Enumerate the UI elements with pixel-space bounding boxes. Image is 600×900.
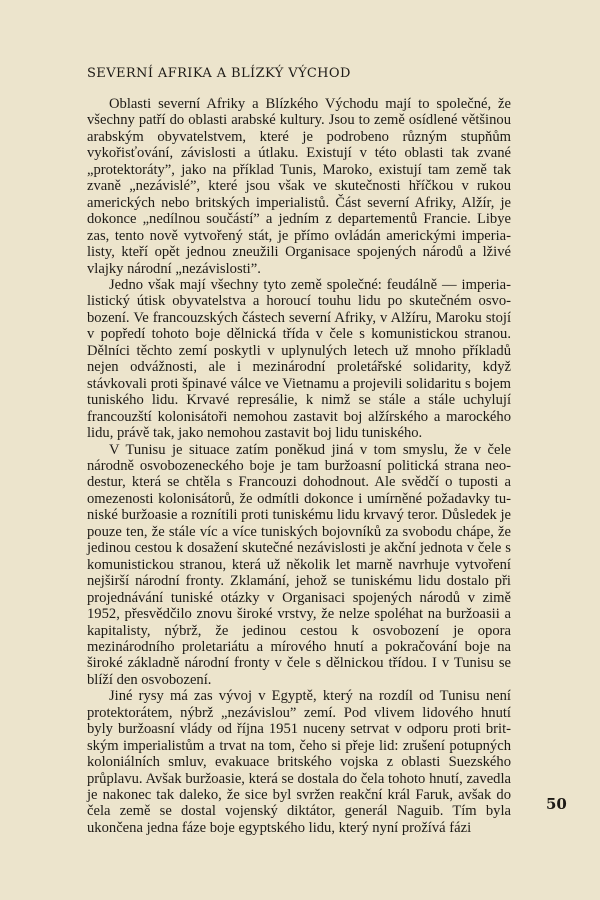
section-heading: SEVERNÍ AFRIKA A BLÍZKÝ VÝCHOD xyxy=(87,66,351,81)
page-number: 50 xyxy=(546,795,567,813)
paragraph: Jiné rysy má zas vývoj v Egyptě, který na rozdíl od Tunisu není protektorátem, nýbrž „nezávislou” zemí. Pod vlivem lidového hnutí byly buržoasní vlády od října 1951 nuceny setrvat v odporu proti britským imperialistům a trvat na tom, čeho si přeje lid: zrušení potupných koloniálních smluv, evakuace britského vojska z oblasti Suezského průplavu. Avšak buržoasie, která se dostala do čela tohoto hnutí, zavedla je nakonec tak daleko, že sice byl svržen reakční král Faruk, avšak do čela země se dostal vojenský diktátor, generál Naguib. Tím byla ukončena jedna fáze boje egyptského lidu, který nyní prožívá fázi xyxy=(87,688,511,836)
paragraph: V Tunisu je situace zatím poněkud jiná v tom smyslu, že v čele národně osvobozeneckého boje je tam buržoasní politická strana neodestur, která se chtěla s Francouzi dohodnout. Ale svědčí o tuposti a omezenosti kolonisátorů, že odmítli dokonce i umírněné požadavky tuniské buržoasie a roznítili proti tuniskému lidu krvavý teror. Důsledek je pouze ten, že stále víc a více tuniských bojovníků za svobodu chápe, že jedinou cestou k dosažení skutečné nezávislosti je akční jednota v čele s komunistickou stranou, která už několik let marně navrhuje vytvoření nejširší národní fronty. Zklamání, jehož se tuniskému lidu dostalo při projednávání tuniské otázky v Organisaci spojených národů v zimě 1952, přesvědčilo znovu široké vrstvy, že nelze spoléhat na buržoasii a kapitalisty, nýbrž, že jedinou cestou k osvobození je opora mezinárodního proletariátu a mírového hnutí a pokračování boje na široké základně národní fronty v čele s dělnickou třídou. I v Tunisu se blíží den osvobození. xyxy=(87,441,511,688)
paragraph: Jedno však mají všechny tyto země společné: feudálně — imperialistický útisk obyvatelstva a horoucí touhu lidu po skutečném osvobození. Ve francouzských částech severní Afriky, v Alžíru, Maroku stojí v popředí tohoto boje dělnická třída v čele s komunistickou stranou. Dělníci těchto zemí poskytli v uplynulých letech už mnoho příkladů nejen odvážnosti, ale i mezinárodní proletářské solidarity, když stávkovali proti špinavé válce ve Vietnamu a projevili solidaritu s bojem tuniského lidu. Krvavé represálie, k nimž se stále a stále uchylují francouzští kolonisátoři nemohou zastavit boj alžírského a marockého lidu, právě tak, jako nemohou zastavit boj lidu tuniského. xyxy=(87,276,511,442)
paragraph: Oblasti severní Afriky a Blízkého Východu mají to společné, že všechny patří do oblasti arabské kultury. Jsou to země osídlené většinou arabským obyvatelstvem, které je podrobeno různým stupňům vykořisťování, závislosti a útlaku. Existují v této oblasti tak zvané „protektoráty”, jako na příklad Tunis, Maroko, existují tam země tak zvaně „nezávislé”, které jsou však ve skutečnosti hříčkou v rukou amerických nebo britských imperialistů. Část severní Afriky, Alžír, je dokonce „nedílnou součástí” a jedním z departementů Francie. Libye zas, tento nově vytvořený stát, je přímo ovládán americkými imperialisty, kteří opět jednou zneužili Organisace spojených národů a lživé vlajky národní „nezávislosti”. xyxy=(87,96,511,277)
body-text xyxy=(87,96,511,836)
